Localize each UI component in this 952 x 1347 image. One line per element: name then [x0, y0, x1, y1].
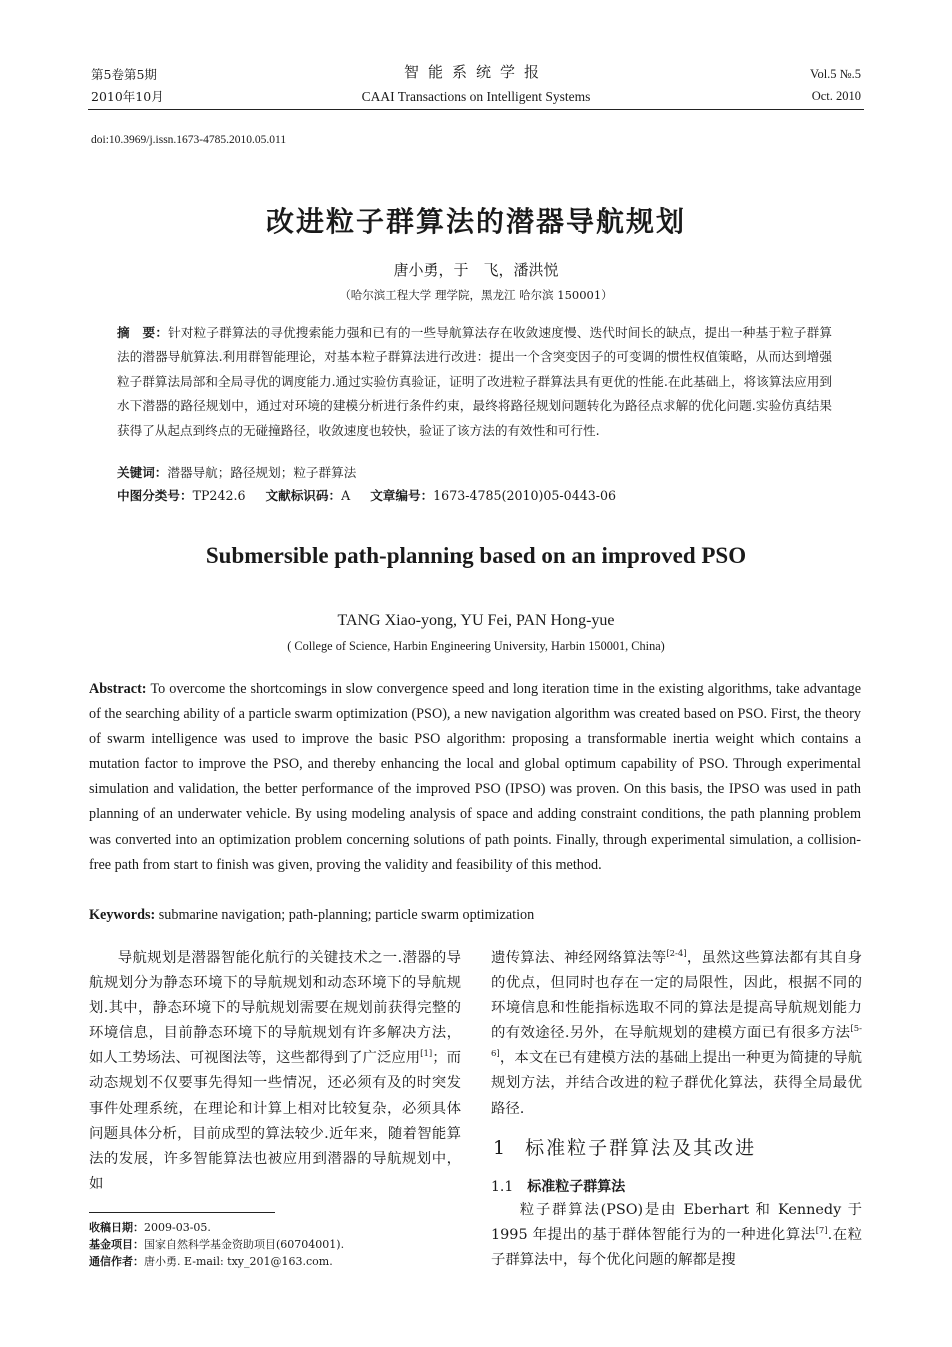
- date-cn: 2010年10月: [91, 89, 164, 104]
- abstract-cn-text: 针对粒子群算法的寻优搜索能力强和已有的一些导航算法存在收敛速度慢、迭代时间长的缺点，提出一种基于粒子群算法的潜器导航算法.利用群智能理论，对基本粒子群算法进行改进：提出一个含突变因子的可变调的惯性权值策略，从而达到增强粒子群算法局部和全局寻优的调度能力.通过实验仿真验证，证明了改进粒子群算法具有更优的性能.在此基础上，将该算法应用到水下潜器的路径规划中，通过对环境的建模分析进行条件约束，最终将路径规划问题转化为路径点求解的优化问题.实验仿真结果获得了从起点到终点的无碰撞路径，收敛速度也较快，验证了该方法的有效性和可行性.: [117, 325, 833, 438]
- corresponding-author-value: 唐小勇. E-mail: txy_201@163.com.: [144, 1255, 333, 1268]
- journal-title-en: CAAI Transactions on Intelligent Systems: [361, 89, 591, 104]
- journal-title-cn: 智能系统学报: [403, 63, 548, 81]
- clc-label: 中图分类号：: [117, 488, 193, 503]
- keywords-en-text: submarine navigation; path-planning; particle swarm optimization: [158, 907, 535, 923]
- intro-paragraph-left: [89, 946, 461, 1197]
- abstract-cn: [117, 321, 832, 443]
- footnote-rule: [89, 1212, 275, 1213]
- abstract-cn-label: 摘 要：: [117, 325, 169, 340]
- citation-ref-2: [2-4]: [666, 949, 687, 960]
- doc-code-label: 文献标识码：: [265, 488, 342, 503]
- classification-line: [117, 486, 616, 506]
- header-rule: [88, 109, 864, 110]
- keywords-en-label: Keywords: [89, 907, 151, 923]
- fund-label: 基金项目：: [89, 1238, 144, 1251]
- section-number: 1: [493, 1137, 508, 1159]
- intro-text-a: 导航规划是潜器智能化航行的关键技术之一.潜器的导航规划分为静态环境下的导航规划和动态环境下的导航规划.其中，静态环境下的导航规划需要在规划前获得完整的环境信息，目前静态环境下的导航规划有许多解决方法，如人工势场法、可视图法等，这些都得到了广泛应用: [89, 950, 461, 1067]
- affiliation-en: ( College of Science, Harbin Engineering University, Harbin 150001, China): [287, 639, 665, 653]
- subsection-title: 标准粒子群算法: [527, 1179, 626, 1195]
- received-value: 2009-03-05.: [144, 1221, 211, 1234]
- keywords-cn-label: 关键词：: [117, 465, 168, 480]
- received-label: 收稿日期：: [89, 1221, 144, 1234]
- clc-value: TP242.6: [192, 488, 246, 503]
- keywords-cn-text: 潜器导航；路径规划；粒子群算法: [167, 465, 357, 480]
- authors-en: TANG Xiao-yong, YU Fei, PAN Hong-yue: [337, 612, 615, 629]
- volume-info-en: Vol.5 №.5: [810, 67, 861, 81]
- article-number-value: 1673-4785(2010)05-0443-06: [433, 488, 617, 503]
- doi: doi:10.3969/j.issn.1673-4785.2010.05.011: [91, 134, 287, 146]
- doc-code-value: A: [341, 488, 351, 503]
- paper-title-en: Submersible path-planning based on an improved PSO: [205, 543, 747, 568]
- pso-text-a: 粒子群算法(PSO)是由 Eberhart 和 Kennedy 于 1995 年提出的基于群体智能行为的一种进化算法: [491, 1202, 862, 1244]
- fund-value: 国家自然科学基金资助项目(60704001).: [144, 1238, 345, 1251]
- abstract-en-text: To overcome the shortcomings in slow convergence speed and long iteration time in the existing algorithms, take advantage of the searching ability of a particle swarm optimization (PSO), a new navigation algorithm was created based on PSO. First, the theory of swarm intelligence was used to improve the basic PSO algorithm: proposing a transformable inertia weight which contains a mutation factor to improve the PSO, and thereby enhancing the local and global optimum capability of PSO. Through experimental simulation and validation, the better performance of the improved PSO (IPSO) was proven. On this basis, the IPSO was used in path planning of an underwater vehicle. By using modeling analysis of space and adding constraint conditions, the path planning problem was converted into an optimization problem concerning solutions of path points. Finally, through experimental simulation, a collision-free path from start to finish was given, proving the validity and feasibility of this method.: [89, 681, 861, 873]
- abstract-en-label: Abstract: [89, 681, 142, 697]
- intro-right-text-c: ，本文在已有建模方法的基础上提出一种更为简捷的导航规划方法，并结合改进的粒子群优化算法，获得全局最优路径.: [491, 1050, 862, 1117]
- corresponding-author-label: 通信作者：: [89, 1255, 144, 1268]
- intro-right-text-a: 遗传算法、神经网络算法等: [491, 950, 667, 966]
- keywords-cn: [117, 463, 356, 483]
- citation-ref-3: [5-6]: [491, 1024, 862, 1060]
- article-number-label: 文章编号：: [370, 488, 434, 503]
- subsection-number: 1.1: [491, 1179, 514, 1195]
- citation-ref-1: [1]: [420, 1049, 433, 1060]
- footnotes: [89, 1219, 461, 1270]
- authors-cn: 唐小勇，于 飞，潘洪悦: [393, 261, 559, 279]
- citation-ref-4: [7]: [815, 1226, 828, 1237]
- intro-right-text-b: ，虽然这些算法都有其自身的优点，但同时也存在一定的局限性，因此，根据不同的环境信息和性能指标选取不同的算法是提高导航规划能力的有效途径.另外，在导航规划的建模方面已有很多方法: [491, 950, 862, 1042]
- pso-paragraph: [491, 1198, 862, 1273]
- affiliation-cn: （哈尔滨工程大学 理学院，黑龙江 哈尔滨 150001）: [339, 288, 613, 302]
- intro-paragraph-right: [491, 946, 862, 1122]
- date-en: Oct. 2010: [811, 89, 861, 103]
- pso-text-b: .在粒子群算法中，每个优化问题的解都是搜: [491, 1227, 862, 1269]
- intro-text-b: ；而动态规划不仅要事先得知一些情况，还必须有及的时突发事件处理系统，在理论和计算上相对比较复杂，必须具体问题具体分析，目前成型的算法较少.近年来，随着智能算法的发展，许多智能算法也被应用到潜器的导航规划中，如: [89, 1050, 461, 1192]
- section-heading-1: [493, 1133, 756, 1160]
- abstract-en: Abstract: To overcome the shortcomings in slow convergence speed and long iteration time in the existing algorithms, take advantage of the searching ability of a particle swarm optimization (PSO), a new navigation algorithm was created based on PSO. First, the theory of swarm intelligence was used to improve the basic PSO algorithm: proposing a transformable inertia weight which contains a mutation factor to improve the PSO, and thereby enhancing the local and global optimum capability of PSO. Through experimental simulation and validation, the better performance of the improved PSO (IPSO) was proven. On this basis, the IPSO was used in path planning of an underwater vehicle. By using modeling analysis of space and adding constraint conditions, the path planning problem was converted into an optimization problem concerning solutions of path points. Finally, through experimental simulation, a collision-free path from start to finish was given, proving the validity and feasibility of this method.: [89, 681, 861, 873]
- section-title: 标准粒子群算法及其改进: [525, 1137, 757, 1159]
- issue-info-cn: 第5卷第5期: [91, 67, 157, 82]
- subsection-heading-1-1: [491, 1176, 625, 1196]
- paper-title-cn: 改进粒子群算法的潜器导航规划: [265, 205, 686, 238]
- keywords-en: Keywords: submarine navigation; path-planning; particle swarm optimization: [89, 907, 535, 923]
